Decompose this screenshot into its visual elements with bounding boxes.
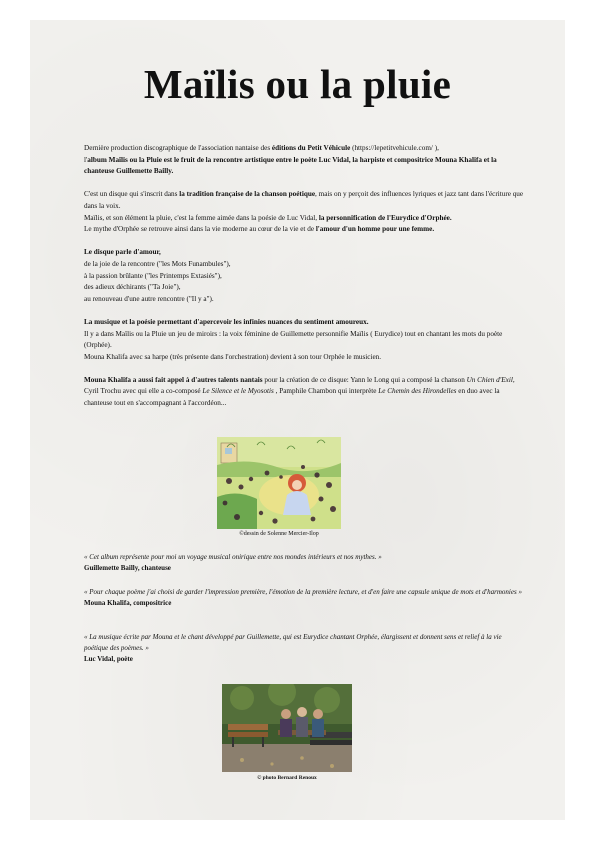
music-title: La musique et la poésie permettant d'apercevoir les infinies nuances du sentiment amoureux. (84, 317, 369, 326)
love-line: à la passion brûlante ("les Printemps Extasiés"), (84, 271, 222, 280)
music-line: Il y a dans Maïlis ou la Pluie un jeu de miroirs : la voix féminine de Guillemette personnifie Maïlis ( Eurydice) tout en chantant les mots du poète (Orphée). (84, 329, 503, 350)
quote-text: « Cet album représente pour moi un voyage musical onirique entre nos mondes intérieurs et nos mythes. » (84, 553, 382, 561)
quote-author: Luc Vidal, poète (84, 655, 133, 663)
love-line: au renouveau d'une autre rencontre ("Il y a"). (84, 294, 214, 303)
drawing-caption: ©dessin de Solenne Mercier-Ilop (239, 531, 319, 537)
quote-author: Guillemette Bailly, chanteuse (84, 564, 171, 572)
intro-section (84, 143, 524, 410)
photo-caption: © photo Bernard Renoux (257, 775, 317, 781)
intro-paragraph-1: Dernière production discographique de l'association nantaise des éditions du Petit Véhicule (https://lepetitvehicule.com/ ), l'album Maïlis ou la Pluie est le fruit de la rencontre artistique entre le poète Luc Vidal, la harpiste et compositrice Mouna Khalifa et la chanteuse Guillemette Bailly. (84, 144, 497, 176)
quote-block (84, 552, 524, 574)
intro-paragraph-3: Maïlis, et son élément la pluie, c'est la femme aimée dans la poésie de Luc Vidal, la personnification de l'Eurydice d'Orphée. (84, 213, 452, 222)
photo-image (222, 684, 352, 772)
quote-text: « La musique écrite par Mouna et le chant développé par Guillemette, qui est Eurydice chantant Orphée, élargissent et donnent sens et relief à la vie poétique des poèmes. » (84, 633, 502, 652)
music-line: Mouna Khalifa avec sa harpe (très présente dans l'orchestration) devient à son tour Orphée le musicien. (84, 352, 382, 361)
love-line: de la joie de la rencontre ("les Mots Funambules"), (84, 259, 231, 268)
page-title: Maïlis ou la pluie (143, 61, 452, 107)
love-title: Le disque parle d'amour, (84, 248, 161, 257)
quote-text: « Pour chaque poème j'ai choisi de garder l'impression première, l'émotion de la première lecture, et d'en faire une capsule unique de mots et d'harmonies » (84, 588, 522, 596)
intro-paragraph-4: Le mythe d'Orphée se retrouve ainsi dans la vie moderne au cœur de la vie et de l'amour d'un homme pour une femme. (84, 225, 435, 234)
drawing-image (217, 437, 341, 529)
quote-block (84, 632, 524, 665)
intro-paragraph-2: C'est un disque qui s'inscrit dans la tradition française de la chanson poétique, mais on y perçoit des influences lyriques et jazz tant dans l'écriture que dans la voix. (84, 190, 524, 210)
quote-author: Mouna Khalifa, compositrice (84, 599, 172, 607)
quote-block (84, 587, 524, 609)
talents-paragraph: Mouna Khalifa a aussi fait appel à d'autres talents nantais pour la création de ce disque: Yann le Long qui a composé la chanson Un Chien d'Exil, Cyril Trochu avec qui elle a co-composé Le Silence et le Myosotis , Pamphile Chambon qui interprète Le Chemin des Hirondelles en duo avec la chanteuse tout en s'accompagnant à l'accordéon... (84, 375, 515, 408)
love-line: des adieux déchirants ("Ta Joie"), (84, 283, 181, 292)
